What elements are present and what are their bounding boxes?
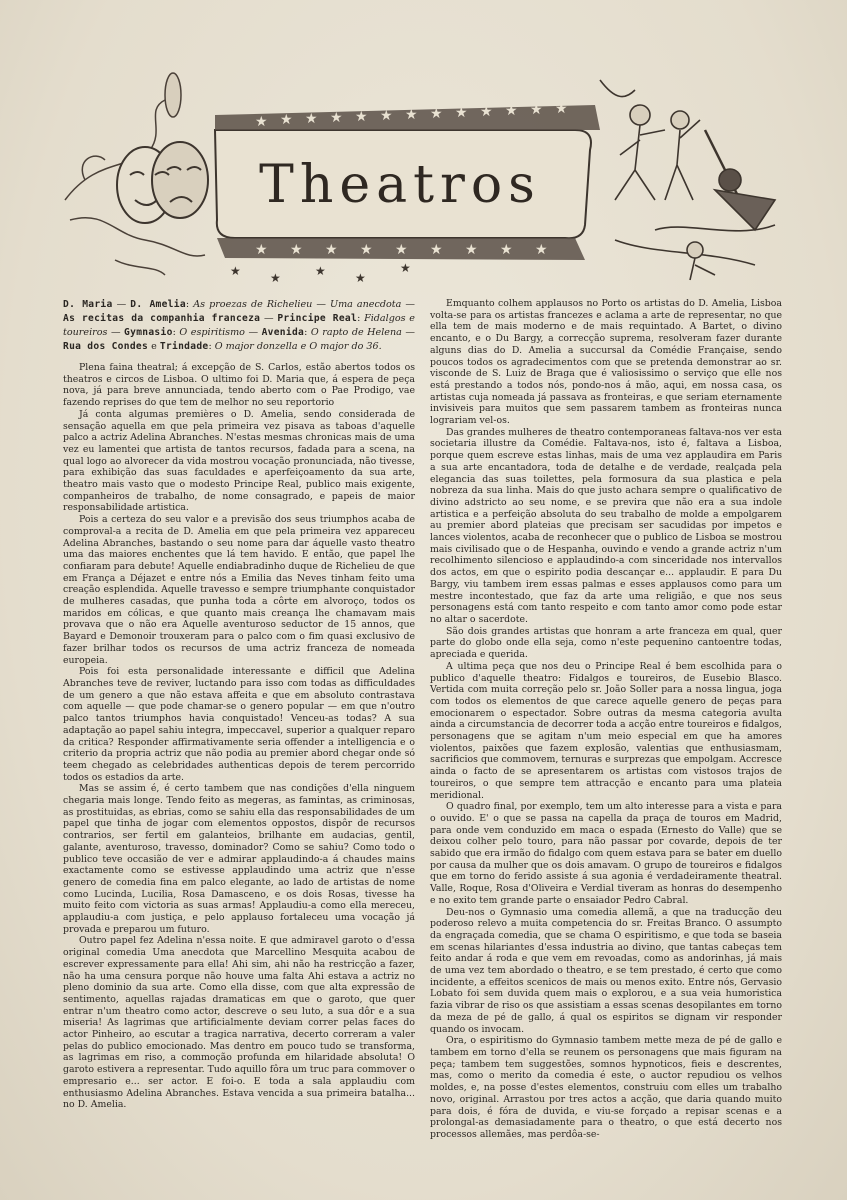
summary-theatre-d-maria: D. Maria [63, 299, 113, 310]
theatros-header-illustration [55, 60, 790, 285]
scattered-stars [230, 261, 411, 285]
article-paragraph: Pois a certeza do seu valor e a previsão dos seus triumphos acaba de comproval-a a recita de D. Amelia em que pela primeira vez appareceu Adelina Abranches, bastando o seu nome para dar áquelle vasto theatro uma das maiores enchentes que lá tem havido. E então, que papel lhe confiaram para debute! Aquelle endiabradinho duque de Richelieu de que em França a Déjazet e entre nós a Emilia das Neves tinham feito uma creação esplendida. Aquelle travesso e sempre triumphante conquistador de mulheres casadas, que punha toda a côrte em alvoroço, todos os maridos em cólicas, e que quanto mais creança lhe chamavam mais provava que o não era Aquelle aventuroso seductor de 15 annos, que Bayard e Demonoir trouxeram para o palco com o fim quasi exclusivo de fazer brilhar todos os recursos de uma actriz franceza de nomeada europeia. [63, 514, 415, 666]
article-paragraph: São dois grandes artistas que honram a arte franceza em qual, quer parte do globo onde ella seja, como n'este pequenino cantoentre todas, apreciada e querida. [430, 625, 782, 661]
summary-colon: : [185, 299, 194, 310]
article-paragraph: Deu-nos o Gymnasio uma comedia allemã, a que na traducção deu poderoso relevo a muita competencia do sr. Freitas Branco. O assumpto da engraçada comedia, que se chama O espiritismo, e que toda se baseia em scenas hilariantes d'essa industria ao divino, que tantas cabeças tem feito andar á roda e que vem em revoadas, como as andorinhas, já mais de uma vez tem abordado o theatro, e se tem prestado, é certo que como incidente, a effeitos scenicos de mais ou menos exito. Entre nós, Gervasio Lobato foi sem duvida quem mais o explorou, e a sua veia humoristica fazia vibrar de riso os que assistiam a essas scenas desopilantes em torno da meza de pé de gallo, á qual os espiritos se dignam vir responder quando os invocam. [430, 906, 782, 1035]
svg-text:★: ★ [315, 264, 326, 278]
summary-separator: — [401, 299, 415, 310]
summary-colon: : [304, 327, 311, 338]
svg-text:★: ★ [270, 271, 281, 285]
svg-text:★: ★ [480, 104, 493, 120]
svg-text:★: ★ [325, 242, 338, 258]
article-paragraph: Emquanto colhem applausos no Porto os artistas do D. Amelia, Lisboa volta-se para os artistas francezes e aclama a arte de representar, no que ella tem de mais moderno e de mais requintado. A Bartet, o divino encanto, e o Du Bargy, a correcção suprema, resolveram fazer durante alguns dias do D. Amelia a succursal da Comédie Française, sendo poucos todos os agradecimentos com que se pretenda demonstrar ao sr. visconde de S. Luiz de Braga que é valiosissimo o serviço que elle nos está prestando a todos nós, pondo-nos á mão, aqui, em nossa casa, os artistas cuja nomeada já passava as fronteiras, e que seriam eternamente invisiveis para muitos que sem passarem tambem as fronteiras nunca lograriam vel-os. [430, 298, 782, 427]
summary-separator: — [260, 313, 278, 324]
article-summary [63, 298, 415, 354]
summary-play: O espiritismo [179, 327, 245, 338]
article-paragraph: Plena faina theatral; á excepção de S. Carlos, estão abertos todos os theatros e circos de Lisboa. O ultimo foi D. Maria que, á espera de peça nova, já para breve annunciada, tendo aberto com o Pae Prodigo, vae fazendo reprises do que tem de melhor no seu reportorio [63, 362, 415, 409]
svg-text:★: ★ [430, 242, 443, 258]
article-paragraph: Das grandes mulheres de theatro contemporaneas faltava-nos ver esta societaria illustre da Comédie. Faltava-nos, isto é, faltava a Lisboa, porque quem escreve estas linhas, mais de uma vez applaudira em Paris a sua arte encantadora, toda de detalhe e de verdade, realçada pela elegancia das suas toilettes, pela formosura da sua plastica e pela nobreza da sua linha. Mais do que justo achara sempre o qualificativo de divino adstricto ao seu nome, e se previra que não era a sua indole artistica e a perfeição absoluta do seu trabalho de molde a empolgarem au premier abord plateias que precisam ser sacudidas por impetos e lances violentos, acaba de reconhecer que o publico de Lisboa se mostrou mais civilisado que o de Hespanha, ouvindo e vendo a grande actriz n'um recolhimento silencioso e applaudindo-a com sinceridade nos intervallos dos actos, em que o espirito podia descançar e... applaudir. E para Du Bargy, viu tambem irem essas palmas e esses applausos como para um mestre incontestado, que faz da arte uma religião, e que nos seus personagens está com tanto respeito e com tanto amor como pode estar no altar o sacerdote. [430, 426, 782, 625]
svg-text:★: ★ [360, 242, 373, 258]
svg-text:★: ★ [290, 242, 303, 258]
article-paragraph: O quadro final, por exemplo, tem um alto interesse para a vista e para o ouvido. E' o que se passa na capella da praça de touros em Madrid, para onde vem conduzido em maca o espada (Ernesto do Valle) que se deixou colher pelo touro, para não passar por covarde, depois de ter sabido que era irmão do fidalgo com quem estava para se bater em duello por causa da mulher que os dois amavam. O grupo de toureiros e fidalgos que em torno do ferido assiste á sua agonia é verdadeiramente theatral. Valle, Roque, Rosa d'Oliveira e Verdial tiveram as honras do desempenho e no exito tem grande parte o ensaiador Pedro Cabral. [430, 801, 782, 906]
svg-text:★: ★ [355, 109, 368, 125]
summary-theatre-d-amelia: D. Amelia [130, 299, 186, 310]
svg-text:★: ★ [255, 114, 268, 130]
article-paragraph: A ultima peça que nos deu o Principe Real é bem escolhida para o publico d'aquelle theatro: Fidalgos e toureiros, de Eusebio Blasco. Vertida com muita correção pelo sr. João Soller para a nossa lingua, joga com todos os elementos de que carece aquelle genero de peças para emocionarem o espectador. Sobre outras da mesma categoria avulta ainda a circumstancia de decorrer toda a acção entre toureiros e fidalgos, personagens que se agitam n'um meio especial em que ha amores violentos, paixões que fazem explosão, valentias que enthusiasmam, sacrificios que commovem, ternuras e surprezas que empolgam. Accresce ainda o facto de se apresentarem os artistas com vistosos trajos de toureiros, o que sempre tem attracção e encanto para uma plateia meridional. [430, 660, 782, 801]
svg-text:★: ★ [305, 111, 318, 127]
article-paragraph: Mas se assim é, é certo tambem que nas condições d'ella ninguem chegaria mais longe. Tendo feito as megeras, as famintas, as criminosas, as prostituidas, as ebrias, como se sahiu ella das responsabilidades de um papel que tinha de jogar com elementos oppostos, dispôr de recursos contrarios, ser fertil em galanteios, brilhante em audacias, gentil, galante, aventuroso, travesso, dominador? Como se sahiu? Como todo o publico teve occasião de ver e admirar applaudindo-a á chaudes mains exactamente como se estivesse applaudindo uma actriz que n'esse genero de comedia fina em palco elegante, ao lado de artistas de nome como Lucinda, Lucilia, Rosa Damasceno, e os dois Rosas, tivesse ha muito feito com victoria as suas armas! Applaudiu-a como ella mereceu, applaudiu-a com justiça, e pelo applauso fortaleceu uma vocação já provada e preparou um futuro. [63, 783, 415, 935]
summary-separator: — [112, 299, 131, 310]
svg-text:★: ★ [430, 106, 443, 122]
svg-text:★: ★ [255, 242, 268, 258]
article-paragraph: Ora, o espiritismo do Gymnasio tambem mette meza de pé de gallo e tambem em torno d'ella se reunem os personagens que mais figuram na peça; tambem tem suggestões, somnos hypnoticos, fieis e descrentes, mas, como o merito da comedia é este, o auctor repudiou os velhos moldes, e, na posse d'estes elementos, construiu com elles um trabalho novo, original. Arrastou por tres actos a acção, que daria quando muito para dois, é fóra de duvida, e viu-se forçado a repisar scenas e a prolongal-as demasiadamente para o theatro, o que está decerto nos processos allemães, mas perdôa-se- [430, 1035, 782, 1140]
summary-theatre-rua-dos-condes: Rua dos Condes [63, 341, 149, 352]
summary-separator: — [244, 327, 262, 338]
summary-play: Fidalgos e toureiros [63, 313, 415, 338]
header-ornament [55, 60, 790, 285]
svg-text:★: ★ [555, 101, 568, 117]
summary-french-company: As recitas da companhia franceza [63, 313, 261, 324]
summary-theatre-avenida: Avenida [261, 327, 305, 338]
svg-text:★: ★ [395, 242, 408, 258]
summary-theatre-gymnasio: Gymnasio [124, 327, 173, 338]
right-column [430, 298, 782, 1141]
article-paragraph: Outro papel fez Adelina n'essa noite. E que admiravel garoto o d'essa original comedia Uma anecdota que Marcellino Mesquita acabou de escrever expressamente para ella! Ahi sim, ahi não ha restricção a fazer, não ha uma censura porque não houve uma falta Ahi estava a actriz no pleno dominio da sua arte. Como ella disse, com que alta expressão de sentimento, aquellas rajadas dramaticas em que o garoto, que quer entrar n'um theatro como actor, descreve o seu luto, a sua dôr e a sua miseria! As lagrimas que artificialmente deviam correr pelas faces do actor Pinheiro, ao escutar a tragica narrativa, decerto correram a valer pelas do publico emocionado. Mas dentro em pouco tudo se transforma, as lagrimas em riso, a commoção profunda em hilaridade absoluta! O garoto estivera a representar. Tudo aquillo fôra um truc para commover o empresario e... ser actor. E foi-o. E toda a sala applaudiu com enthusiasmo Adelina Abranches. Estava vencida a sua primeira batalha... no D. Amelia. [63, 935, 415, 1111]
svg-text:★: ★ [535, 242, 548, 258]
summary-colon: : [208, 341, 215, 352]
svg-text:★: ★ [455, 105, 468, 121]
svg-text:★: ★ [230, 264, 241, 278]
svg-text:★: ★ [505, 103, 518, 119]
left-column [63, 298, 415, 1111]
svg-text:★: ★ [405, 107, 418, 123]
summary-colon: : [172, 327, 180, 338]
summary-theatre-principe-real: Principe Real [277, 313, 358, 324]
svg-text:★: ★ [380, 108, 393, 124]
stage-scene-illustration [600, 80, 775, 280]
theatre-masks-icon [117, 142, 208, 223]
summary-play: As proezas de Richelieu — Uma anecdota [193, 299, 402, 310]
svg-text:★: ★ [280, 112, 293, 128]
header-title: Theatros [259, 155, 541, 215]
summary-separator: — [401, 327, 415, 338]
summary-theatre-trindade: Trindade [159, 341, 209, 352]
summary-play: O rapto de Helena [310, 327, 402, 338]
svg-text:★: ★ [400, 261, 411, 275]
summary-conjunction: e [148, 341, 160, 352]
summary-colon: : [357, 313, 365, 324]
article-paragraph: Pois foi esta personalidade interessante e difficil que Adelina Abranches teve de reviver, luctando para isso com todas as difficuldades de um genero a que não estava affeita e que em absoluto contrastava com aquelle — que pode chamar-se o genero popular — em que n'outro palco tantos triumphos havia conquistado! Venceu-as todas? A sua adaptação ao papel sahiu integra, impeccavel, superior a qualquer reparo da critica? Responder affirmativamente seria offender a intelligencia e o criterio da propria actriz que não podia au premier abord chegar onde só teem chegado as celebridades authenticas depois de terem percorrido todos os estadios da arte. [63, 666, 415, 783]
svg-text:★: ★ [330, 110, 343, 126]
svg-text:★: ★ [355, 271, 366, 285]
article-paragraph: Já conta algumas premières o D. Amelia, sendo considerada de sensação aquella em que pela primeira vez pisava as taboas d'aquelle palco a actriz Adelina Abranches. N'estas mesmas chronicas mais de uma vez eu lamentei que artista de tantos recursos, fadada para a scena, na qual logo ao alvorecer da vida mostrou vocação pronunciada, não tivesse, para exhibição das suas faculdades e aperfeiçoamento da sua arte, theatro mais vasto que o modesto Principe Real, publico mais exigente, companheiros de trabalho, de nome consagrado, e papeis de maior responsabilidade artistica. [63, 408, 415, 514]
svg-text:★: ★ [530, 102, 543, 118]
summary-separator: — [107, 327, 125, 338]
summary-play: O major donzella e O major do 36. [214, 341, 382, 352]
svg-text:★: ★ [465, 242, 478, 258]
svg-text:★: ★ [500, 242, 513, 258]
